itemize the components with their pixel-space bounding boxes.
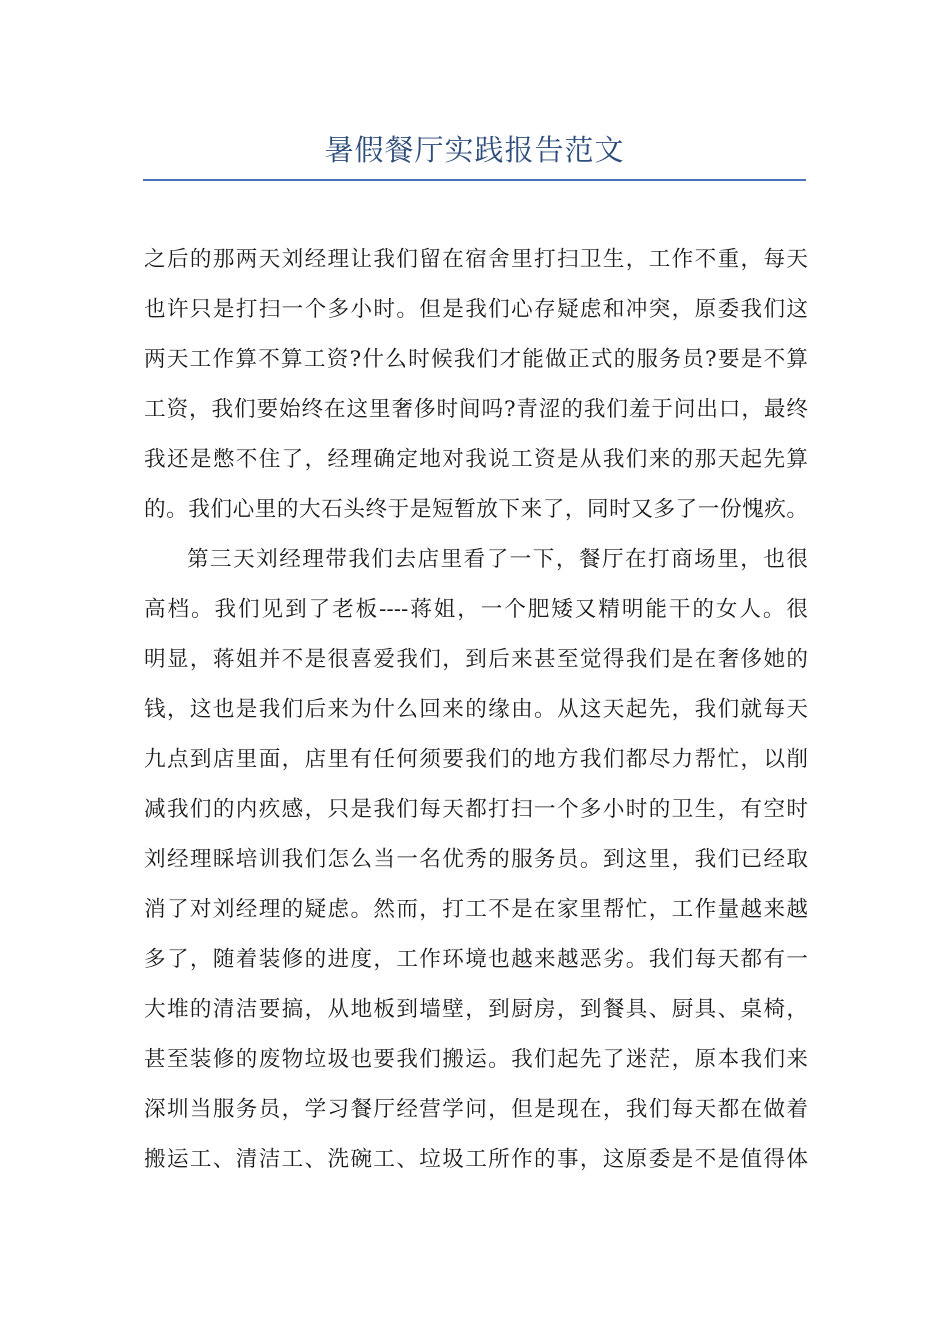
text-line: 第三天刘经理带我们去店里看了一下，餐厅在打商场里，也很 bbox=[187, 547, 808, 572]
text-line: 明显，蒋姐并不是很喜爱我们，到后来甚至觉得我们是在奢侈她的 bbox=[144, 647, 808, 672]
text-line: 的。我们心里的大石头终于是短暂放下来了，同时又多了一份愧疚。 bbox=[144, 497, 808, 522]
text-line: 九点到店里面，店里有任何须要我们的地方我们都尽力帮忙，以削 bbox=[144, 747, 808, 772]
text-line: 深圳当服务员，学习餐厅经营学问，但是现在，我们每天都在做着 bbox=[144, 1097, 808, 1122]
text-line: 高档。我们见到了老板----蒋姐，一个肥矮又精明能干的女人。很 bbox=[144, 597, 808, 622]
title-underline bbox=[143, 179, 806, 181]
text-line: 搬运工、清洁工、洗碗工、垃圾工所作的事，这原委是不是值得体 bbox=[144, 1147, 808, 1172]
text-line: 之后的那两天刘经理让我们留在宿舍里打扫卫生，工作不重，每天 bbox=[144, 247, 808, 272]
text-line: 我还是憋不住了，经理确定地对我说工资是从我们来的那天起先算 bbox=[144, 447, 808, 472]
text-line: 钱，这也是我们后来为什么回来的缘由。从这天起先，我们就每天 bbox=[144, 697, 808, 722]
document-body bbox=[144, 235, 808, 1185]
text-line: 也许只是打扫一个多小时。但是我们心存疑虑和冲突，原委我们这 bbox=[144, 297, 808, 322]
text-line: 大堆的清洁要搞，从地板到墙壁，到厨房，到餐具、厨具、桌椅， bbox=[144, 997, 808, 1022]
text-line: 两天工作算不算工资?什么时候我们才能做正式的服务员?要是不算 bbox=[144, 347, 808, 372]
text-line: 减我们的内疚感，只是我们每天都打扫一个多小时的卫生，有空时 bbox=[144, 797, 808, 822]
document-title: 暑假餐厅实践报告范文 bbox=[324, 133, 625, 167]
text-line: 工资，我们要始终在这里奢侈时间吗?青涩的我们羞于问出口，最终 bbox=[144, 397, 808, 422]
text-line: 多了，随着装修的进度，工作环境也越来越恶劣。我们每天都有一 bbox=[144, 947, 808, 972]
text-line: 刘经理睬培训我们怎么当一名优秀的服务员。到这里，我们已经取 bbox=[144, 847, 808, 872]
text-line: 消了对刘经理的疑虑。然而，打工不是在家里帮忙，工作量越来越 bbox=[144, 897, 808, 922]
text-line: 甚至装修的废物垃圾也要我们搬运。我们起先了迷茫，原本我们来 bbox=[144, 1047, 808, 1072]
